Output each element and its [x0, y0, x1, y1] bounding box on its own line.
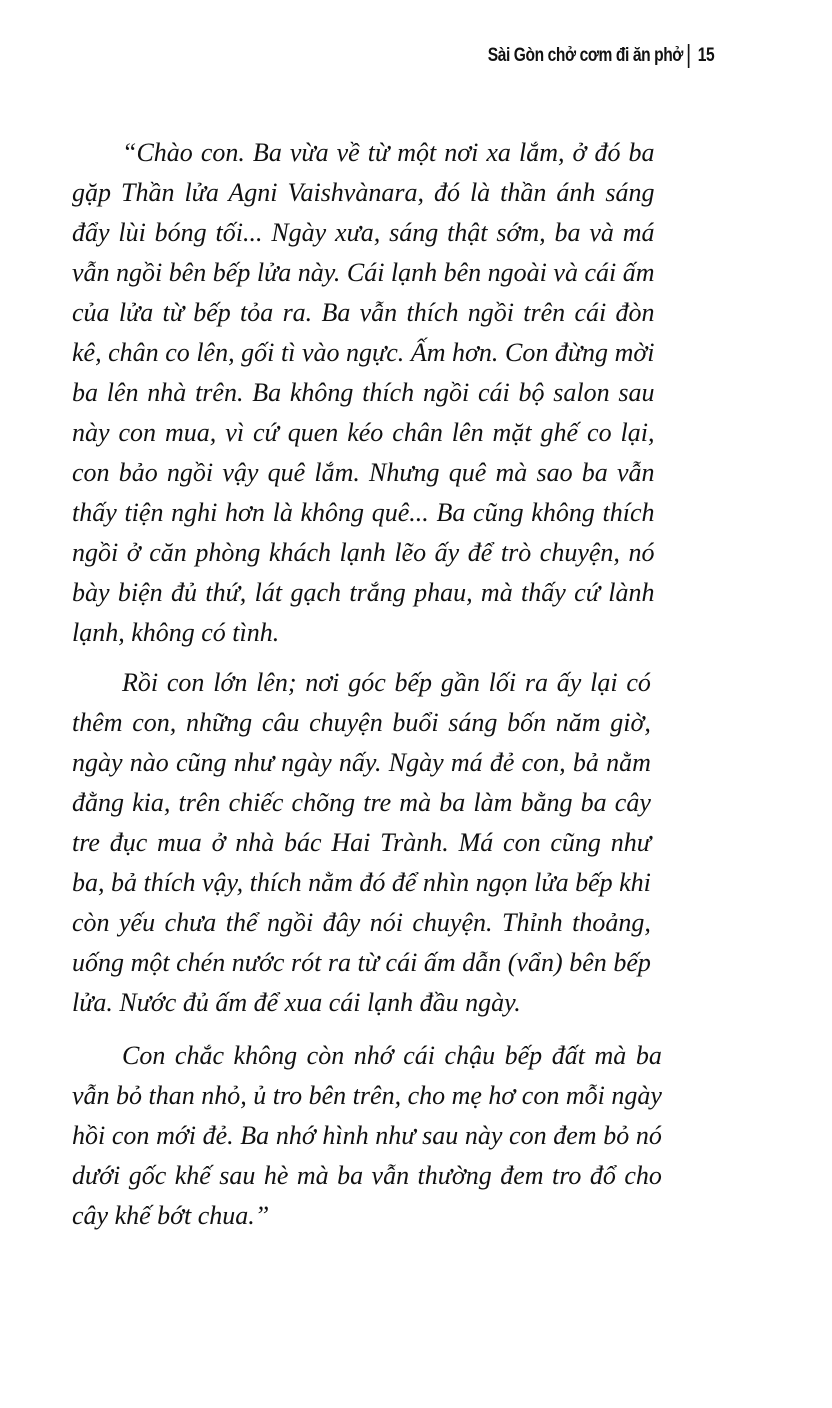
text-line: gặp Thần lửa Agni Vaishvànara, đó là thần ánh sáng	[72, 178, 655, 207]
paragraph	[72, 1036, 662, 1236]
text-line: tre đục mua ở nhà bác Hai Trành. Má con cũng như	[72, 828, 651, 857]
page-number: 15	[697, 45, 714, 66]
text-line: ngày nào cũng như ngày nấy. Ngày má đẻ con, bả nằm	[72, 748, 651, 777]
text-line: đằng kia, trên chiếc chõng tre mà ba làm bằng ba cây	[72, 788, 651, 817]
text-line: của lửa từ bếp tỏa ra. Ba vẫn thích ngồi trên cái đòn	[72, 298, 655, 327]
text-line: uống một chén nước rót ra từ cái ấm dẫn (vẩn) bên bếp	[72, 948, 651, 977]
text-line: vẫn bỏ than nhỏ, ủ tro bên trên, cho mẹ hơ con mỗi ngày	[72, 1081, 662, 1110]
running-header	[487, 44, 714, 68]
paragraph	[72, 663, 651, 1023]
header-divider	[688, 44, 690, 68]
text-line: thêm con, những câu chuyện buổi sáng bốn năm giờ,	[72, 708, 651, 737]
text-line: kê, chân co lên, gối tì vào ngực. Ấm hơn. Con đừng mời	[72, 338, 655, 367]
paragraph	[72, 133, 655, 653]
text-line: bày biện đủ thứ, lát gạch trắng phau, mà thấy cứ lành	[72, 578, 655, 607]
text-line: “Chào con. Ba vừa về từ một nơi xa lắm, ở đó ba	[122, 138, 655, 167]
text-line: ngồi ở căn phòng khách lạnh lẽo ấy để trò chuyện, nó	[72, 538, 655, 567]
text-line: lửa. Nước đủ ấm để xua cái lạnh đầu ngày.	[72, 988, 521, 1017]
text-line: hồi con mới đẻ. Ba nhớ hình như sau này con đem bỏ nó	[72, 1121, 662, 1150]
text-line: thấy tiện nghi hơn là không quê... Ba cũng không thích	[72, 498, 655, 527]
text-line: vẫn ngồi bên bếp lửa này. Cái lạnh bên ngoài và cái ấm	[72, 258, 655, 287]
text-line: con bảo ngồi vậy quê lắm. Nhưng quê mà sao ba vẫn	[72, 458, 655, 487]
text-line: lạnh, không có tình.	[72, 618, 280, 647]
text-line: dưới gốc khế sau hè mà ba vẫn thường đem tro đổ cho	[72, 1161, 662, 1190]
text-line: còn yếu chưa thể ngồi đây nói chuyện. Thỉnh thoảng,	[72, 908, 651, 937]
text-line: đẩy lùi bóng tối... Ngày xưa, sáng thật sớm, ba và má	[72, 218, 655, 247]
text-line: này con mua, vì cứ quen kéo chân lên mặt ghế co lại,	[72, 418, 655, 447]
text-line: ba lên nhà trên. Ba không thích ngồi cái bộ salon sau	[72, 378, 655, 407]
text-line: Rồi con lớn lên; nơi góc bếp gần lối ra ấy lại có	[122, 668, 651, 697]
book-title: Sài Gòn chở cơm đi ăn phở	[487, 45, 683, 66]
text-line: ba, bả thích vậy, thích nằm đó để nhìn ngọn lửa bếp khi	[72, 868, 651, 897]
text-line: cây khế bớt chua.”	[72, 1201, 270, 1230]
text-line: Con chắc không còn nhớ cái chậu bếp đất mà ba	[122, 1041, 662, 1070]
